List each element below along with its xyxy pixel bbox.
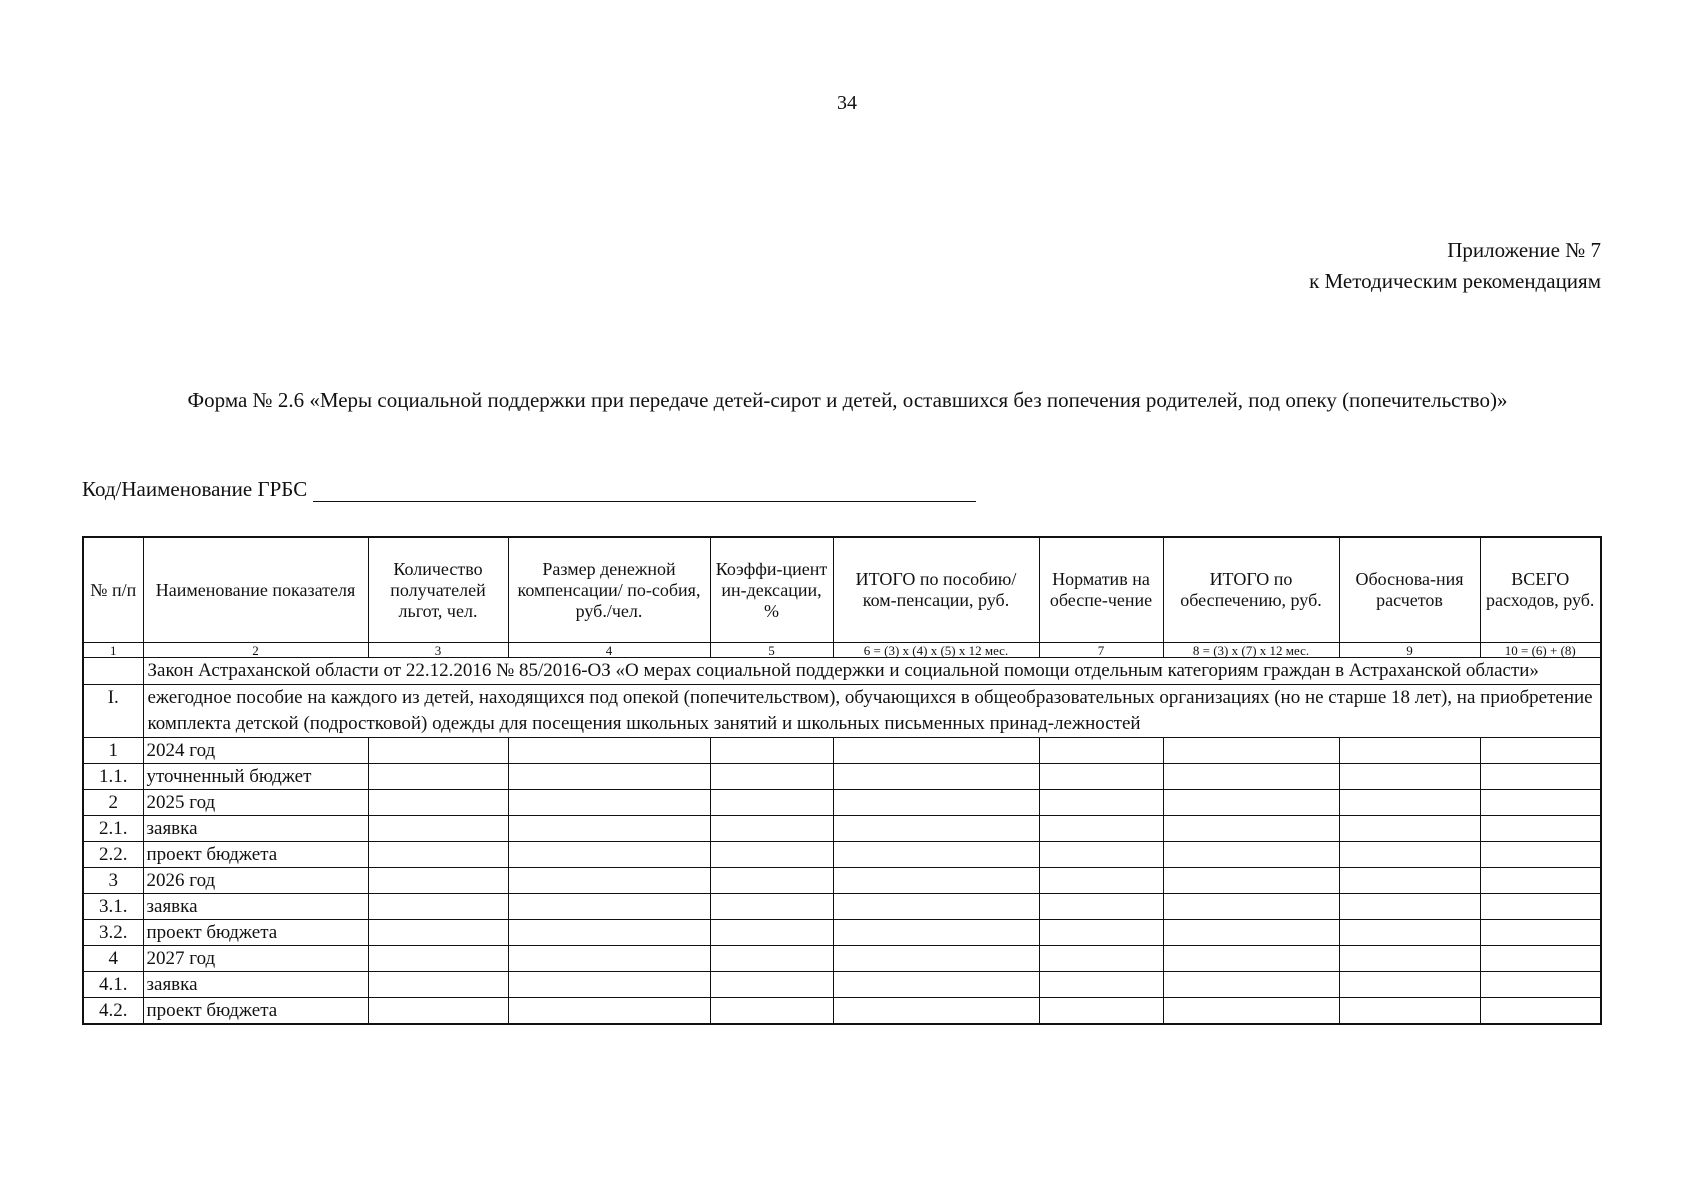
empty-value-cell[interactable] [710,816,833,842]
column-number: 4 [508,643,710,658]
empty-value-cell[interactable] [1039,920,1163,946]
empty-value-cell[interactable] [833,738,1039,764]
empty-value-cell[interactable] [1339,764,1480,790]
empty-value-cell[interactable] [1339,894,1480,920]
empty-value-cell[interactable] [1039,816,1163,842]
empty-value-cell[interactable] [368,920,508,946]
appendix-note [1309,235,1601,297]
empty-value-cell[interactable] [710,998,833,1025]
header-cell: Норматив на обеспе-чение [1039,537,1163,643]
empty-value-cell[interactable] [1163,764,1339,790]
empty-value-cell[interactable] [710,972,833,998]
empty-value-cell[interactable] [1163,972,1339,998]
empty-value-cell[interactable] [833,790,1039,816]
empty-value-cell[interactable] [1480,790,1601,816]
empty-value-cell[interactable] [1339,738,1480,764]
form-table [82,536,1602,1025]
column-number: 2 [143,643,368,658]
row-number: 1.1. [83,764,143,790]
empty-value-cell[interactable] [1039,998,1163,1025]
item-description: ежегодное пособие на каждого из детей, находящихся под опекой (попечительством), обучающихся в общеобразовательных организациях (но не старше 18 лет), на приобретение комплекта детской (подростковой) одежды для посещения школьных занятий и школьных письменных принад-лежностей [143,685,1601,738]
table-row [83,738,1601,764]
row-name: уточненный бюджет [143,764,368,790]
header-cell: Количество получателей льгот, чел. [368,537,508,643]
empty-value-cell[interactable] [508,842,710,868]
empty-value-cell[interactable] [833,764,1039,790]
empty-value-cell[interactable] [368,998,508,1025]
empty-value-cell[interactable] [1480,764,1601,790]
empty-value-cell[interactable] [1339,946,1480,972]
empty-value-cell[interactable] [710,738,833,764]
form-title: Форма № 2.6 «Меры социальной поддержки при передаче детей-сирот и детей, оставшихся без попечения родителей, под опеку (попечительство)» [187,388,1508,412]
law-title: Закон Астраханской области от 22.12.2016 № 85/2016-ОЗ «О мерах социальной поддержки и социальной помощи отдельным категориям граждан в Астраханской области» [143,658,1601,685]
grbs-label: Код/Наименование ГРБС [82,477,308,501]
empty-value-cell[interactable] [1039,790,1163,816]
empty-value-cell[interactable] [710,764,833,790]
empty-value-cell[interactable] [1339,920,1480,946]
empty-value-cell[interactable] [833,946,1039,972]
row-number: 2 [83,790,143,816]
grbs-field [82,477,976,502]
empty-value-cell[interactable] [368,790,508,816]
empty-value-cell[interactable] [1163,920,1339,946]
page-number: 34 [837,92,857,114]
appendix-line-2: к Методическим рекомендациям [1309,269,1601,293]
empty-value-cell[interactable] [508,946,710,972]
column-number: 3 [368,643,508,658]
empty-value-cell[interactable] [1480,816,1601,842]
empty-value-cell[interactable] [1039,842,1163,868]
empty-value-cell[interactable] [368,946,508,972]
empty-value-cell[interactable] [508,764,710,790]
row-name: проект бюджета [143,998,368,1025]
grbs-blank-line [313,481,976,502]
column-number: 10 = (6) + (8) [1480,643,1601,658]
empty-value-cell[interactable] [710,868,833,894]
header-cell: ИТОГО по обеспечению, руб. [1163,537,1339,643]
row-name: 2027 год [143,946,368,972]
empty-value-cell[interactable] [368,816,508,842]
empty-value-cell[interactable] [1480,842,1601,868]
empty-value-cell[interactable] [833,998,1039,1025]
column-number: 8 = (3) х (7) х 12 мес. [1163,643,1339,658]
empty-value-cell[interactable] [1163,894,1339,920]
row-name: 2024 год [143,738,368,764]
empty-value-cell[interactable] [1339,998,1480,1025]
empty-value-cell[interactable] [1163,790,1339,816]
empty-value-cell[interactable] [1480,998,1601,1025]
empty-value-cell[interactable] [833,842,1039,868]
empty-value-cell[interactable] [508,998,710,1025]
empty-value-cell[interactable] [1039,764,1163,790]
row-number: 3.1. [83,894,143,920]
empty-value-cell[interactable] [833,816,1039,842]
empty-value-cell[interactable] [1163,946,1339,972]
empty-value-cell[interactable] [833,894,1039,920]
empty-value-cell[interactable] [833,868,1039,894]
header-cell: Обоснова-ния расчетов [1339,537,1480,643]
table-row [83,972,1601,998]
column-number: 7 [1039,643,1163,658]
item-number: I. [83,685,143,738]
table-row [83,816,1601,842]
row-number: 2.1. [83,816,143,842]
empty-value-cell[interactable] [1480,868,1601,894]
row-number: 3 [83,868,143,894]
empty-value-cell[interactable] [1163,868,1339,894]
table-row [83,764,1601,790]
header-cell: ВСЕГО расходов, руб. [1480,537,1601,643]
empty-value-cell[interactable] [1480,946,1601,972]
table-row [83,998,1601,1025]
empty-value-cell[interactable] [508,868,710,894]
empty-value-cell[interactable] [1039,894,1163,920]
empty-value-cell[interactable] [368,764,508,790]
empty-value-cell[interactable] [508,738,710,764]
row-number: 4 [83,946,143,972]
row-name: заявка [143,972,368,998]
empty-value-cell[interactable] [1339,972,1480,998]
row-name: 2026 год [143,868,368,894]
row-name: проект бюджета [143,842,368,868]
empty-value-cell[interactable] [1039,972,1163,998]
empty-value-cell[interactable] [1339,842,1480,868]
empty-value-cell[interactable] [710,790,833,816]
row-name: 2025 год [143,790,368,816]
table-row [83,842,1601,868]
empty-value-cell[interactable] [1039,868,1163,894]
table-row [83,946,1601,972]
empty-value-cell[interactable] [368,842,508,868]
column-number-row [83,643,1601,658]
empty-value-cell[interactable] [833,920,1039,946]
empty-value-cell[interactable] [1339,790,1480,816]
empty-value-cell[interactable] [508,920,710,946]
column-number: 5 [710,643,833,658]
row-number: 4.1. [83,972,143,998]
column-number: 9 [1339,643,1480,658]
data-rows [83,738,1601,1025]
appendix-line-1: Приложение № 7 [1447,238,1601,262]
header-cell: № п/п [83,537,143,643]
empty-value-cell[interactable] [1339,868,1480,894]
empty-value-cell[interactable] [1480,920,1601,946]
table-row [83,894,1601,920]
empty-value-cell[interactable] [1339,816,1480,842]
empty-value-cell[interactable] [368,868,508,894]
empty-value-cell[interactable] [1480,738,1601,764]
table-row [83,920,1601,946]
empty-value-cell[interactable] [508,816,710,842]
empty-value-cell[interactable] [710,946,833,972]
header-cell: Наименование показателя [143,537,368,643]
header-cell: ИТОГО по пособию/ ком-пенсации, руб. [833,537,1039,643]
table-row [83,868,1601,894]
column-number: 1 [83,643,143,658]
empty-value-cell[interactable] [508,790,710,816]
row-number: 2.2. [83,842,143,868]
empty-value-cell[interactable] [1039,946,1163,972]
empty-value-cell[interactable] [1163,998,1339,1025]
empty-value-cell[interactable] [1480,894,1601,920]
column-number: 6 = (3) х (4) х (5) х 12 мес. [833,643,1039,658]
empty-value-cell[interactable] [1163,816,1339,842]
header-cell: Размер денежной компенсации/ по-собия, руб./чел. [508,537,710,643]
item-row [83,685,1601,738]
empty-value-cell[interactable] [368,738,508,764]
row-number: 3.2. [83,920,143,946]
empty-value-cell[interactable] [833,972,1039,998]
law-row [83,658,1601,685]
empty-value-cell[interactable] [508,894,710,920]
row-name: заявка [143,816,368,842]
empty-value-cell[interactable] [1480,972,1601,998]
row-number: 4.2. [83,998,143,1025]
empty-value-cell[interactable] [710,842,833,868]
header-cell: Коэффи-циент ин-дексации, % [710,537,833,643]
row-number: 1 [83,738,143,764]
empty-value-cell[interactable] [1163,842,1339,868]
table-header-row [83,537,1601,643]
empty-value-cell[interactable] [1163,738,1339,764]
empty-value-cell[interactable] [368,894,508,920]
empty-value-cell[interactable] [508,972,710,998]
table-row [83,790,1601,816]
empty-value-cell[interactable] [368,972,508,998]
law-number-cell [83,658,143,685]
empty-value-cell[interactable] [710,894,833,920]
row-name: заявка [143,894,368,920]
empty-value-cell[interactable] [1039,738,1163,764]
empty-value-cell[interactable] [710,920,833,946]
row-name: проект бюджета [143,920,368,946]
